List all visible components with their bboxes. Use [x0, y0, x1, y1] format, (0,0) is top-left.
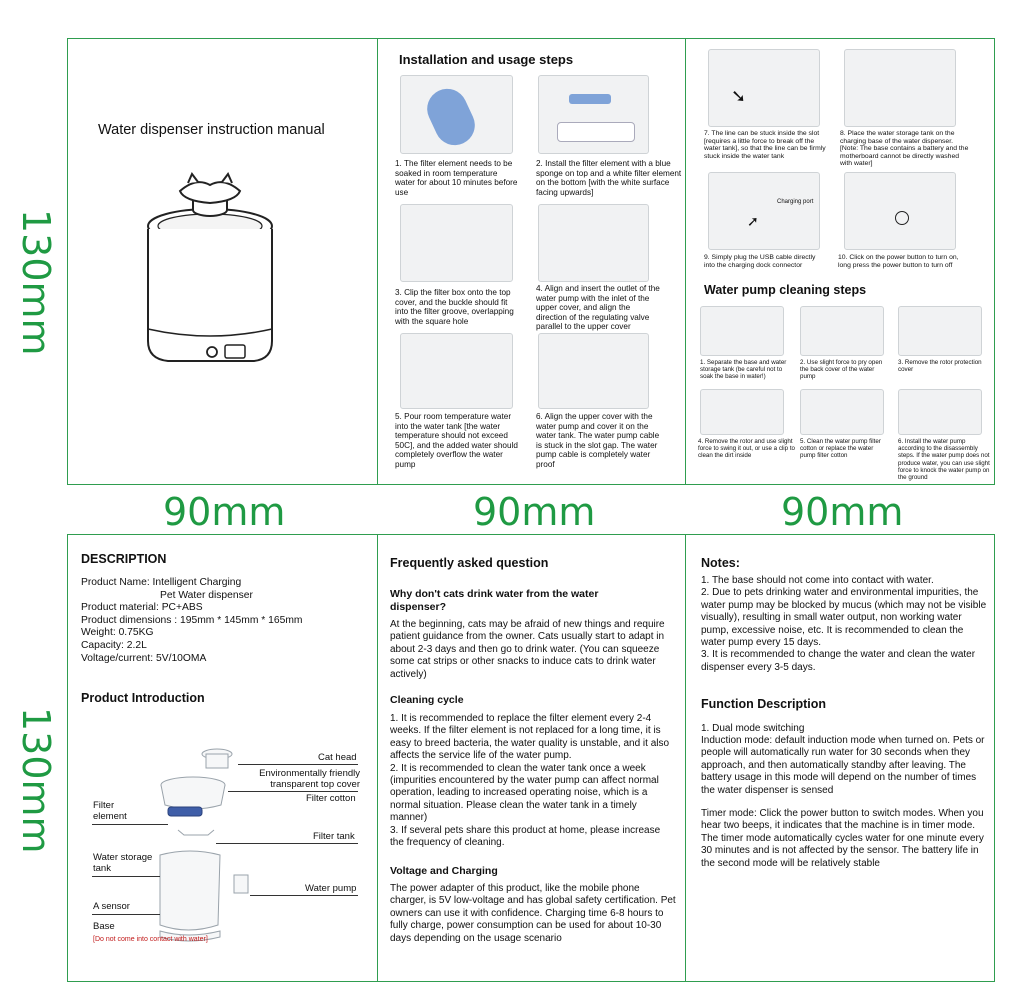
install-step-4: 4. Align and insert the outlet of the water pump with the inlet of the upper cover, and align the direction of the regulating valve parallel to the upper cover: [536, 284, 660, 332]
arrow-icon: ➚: [747, 213, 759, 229]
step1-photo: [400, 75, 513, 154]
function-head: 1. Dual mode switching: [701, 723, 805, 734]
install-more-panel: [685, 38, 995, 485]
leader-water-pump: [250, 895, 358, 896]
pump-step-3: 3. Remove the rotor protection cover: [898, 359, 982, 374]
pump-cleaning-title: Water pump cleaning steps: [704, 283, 867, 297]
induction-mode-text: Induction mode: default induction mode when turned on. Pets or people will automatically run water for 30 seconds when they approach, and then automatically standby after leaving. The battery usage in this mode will depend on the number of times the water dispenser is sensed: [701, 735, 985, 796]
note-item-2: 2. Due to pets drinking water and environmental impurities, the water pump may be blocked by mucus (which may not be visible visually), resulting in small water output, non working water pump, excessive noise, etc. It is recommended to clean the water pump every 15 days.: [701, 587, 987, 649]
arrow-icon: ➘: [731, 86, 747, 106]
width-dimension-2: 90mm: [473, 490, 596, 534]
cleaning-item-1: 1. It is recommended to replace the filter element every 2-4 weeks. If the filter element is not replaced for a long time, it is easy to breed bacteria, the water quality is unstable, and it also affects the service life of the water pump.: [390, 713, 670, 762]
step9-photo: [708, 172, 820, 250]
leader-filter-element: [92, 824, 168, 825]
step10-photo: [844, 172, 956, 250]
notes-panel: [685, 534, 995, 982]
power-button-circle: [895, 211, 909, 225]
description-title: DESCRIPTION: [81, 552, 167, 566]
step8-photo: [844, 49, 956, 127]
install-step-7: 7. The line can be stuck inside the slot [requires a little force to break off the water tank], so that the line can be firmly stuck inside the water tank: [704, 130, 826, 160]
cleaning-item-2: 2. It is recommended to clean the water tank once a week (impurities encountered by the water pump can affect normal operation, leading to increased operating noise, which is a normal situation. Please clean the water tank in a timely manner): [390, 762, 659, 824]
height-dimension-top: 130mm: [14, 209, 58, 356]
note-item-3: 3. It is recommended to change the water and clean the water dispenser every 3-5 days.: [701, 649, 976, 673]
step7-photo: [708, 49, 820, 127]
pump-step3-photo: [898, 306, 982, 356]
desc-voltage: Voltage/current: 5V/10OMA: [81, 652, 207, 664]
install-step-6: 6. Align the upper cover with the water pump and cover it on the water tank. The water pump cable is stuck in the slot gap. The water pump cable is completely water proof: [536, 412, 660, 469]
leader-filter-tank: [216, 843, 358, 844]
part-base: Base: [93, 921, 115, 932]
desc-weight: Weight: 0.75KG: [81, 627, 154, 639]
install-step-1: 1. The filter element needs to be soaked in room temperature water for about 10 minutes before use: [395, 159, 518, 197]
pump-step-6: 6. Install the water pump according to the disassembly steps. If the water pump does not produce water, you can use slight force to knock the water pump on the ground: [898, 438, 990, 482]
install-step-8: 8. Place the water storage tank on the charging base of the water dispenser. [Note: The base contains a battery and the motherboard cannot be directly washed with water]: [840, 130, 969, 168]
pump-step-2: 2. Use slight force to pry open the back cover of the water pump: [800, 359, 883, 381]
part-top-cover: Environmentally friendly transparent top cover: [259, 768, 360, 790]
installation-title: Installation and usage steps: [399, 52, 574, 67]
install-step-2: 2. Install the filter element with a blue sponge on top and a white filter element on the bottom [with the white surface facing upwards]: [536, 159, 682, 197]
cover-panel: [67, 38, 378, 485]
part-filter-element: Filter element: [93, 800, 127, 822]
desc-material: Product material: PC+ABS: [81, 602, 203, 614]
pump-step-5: 5. Clean the water pump filter cotton or replace the water pump filter cotton: [800, 438, 881, 460]
faq-question-1: Why don't cats drink water from the water dispenser?: [390, 588, 599, 613]
leader-cat-head: [238, 764, 358, 765]
notes-list: [701, 575, 989, 674]
pump-step2-photo: [800, 306, 884, 356]
pump-step5-photo: [800, 389, 884, 435]
leader-water-tank: [92, 876, 160, 877]
filter-strip: [569, 94, 611, 104]
cleaning-item-3: 3. If several pets share this product at home, please increase the frequency of cleaning.: [390, 824, 661, 849]
function-title: Function Description: [701, 697, 826, 711]
leader-top-cover: [228, 791, 358, 792]
faq-answer-1: At the beginning, cats may be afraid of new things and require patient guidance from the owner. Cats usually start to adapt in about 2-3 days and then go to drink water. (You can squeeze some cat strips or other snacks to induce cats to drink water actively): [390, 619, 665, 680]
faq-title: Frequently asked question: [390, 556, 549, 570]
pump-step-1: 1. Separate the base and water storage tank (be careful not to soak the base in water!): [700, 359, 787, 381]
notes-title: Notes:: [701, 556, 740, 570]
pump-step-4: 4. Remove the rotor and use slight force to swing it out, or use a clip to clean the dirt inside: [698, 438, 795, 460]
height-dimension-bottom: 130mm: [14, 707, 58, 854]
install-step-10: 10. Click on the power button to turn on, long press the power button to turn off: [838, 254, 959, 269]
part-water-tank: Water storage tank: [93, 852, 153, 874]
dispenser-illustration: [68, 39, 378, 485]
filter-box: [557, 122, 635, 142]
step3-photo: [400, 204, 513, 282]
install-step-3: 3. Clip the filter box onto the top cover, and the buckle should fit into the filter groove, overlapping with the square hole: [395, 288, 514, 326]
pump-step4-photo: [700, 389, 784, 435]
voltage-text: The power adapter of this product, like the mobile phone charger, is 5V low-voltage and has global safety certification. Pet owners can use it with confidence. Charging time 6-8 hours to fully charge, power consumption can be used for about 10-30 days depending on the usage scenario: [390, 883, 676, 944]
step6-photo: [538, 333, 649, 409]
cover-title: Water dispenser instruction manual: [98, 122, 325, 138]
desc-capacity: Capacity: 2.2L: [81, 639, 147, 651]
installation-panel: [377, 38, 686, 485]
pump-step1-photo: [700, 306, 784, 356]
charging-port-label: Charging port: [777, 199, 814, 205]
part-a-sensor: A sensor: [93, 901, 130, 912]
part-water-pump: Water pump: [305, 883, 357, 894]
width-dimension-3: 90mm: [781, 490, 904, 534]
timer-mode-text: Timer mode: Click the power button to switch modes. When you hear two beeps, it indicates that the machine is in timer mode. The timer mode automatically cycles water for one minute every 30 minutes and is not affected by the sensor. The battery life in the second mode will be relatively stable: [701, 808, 984, 869]
desc-product-name-cont: Pet Water dispenser: [160, 589, 253, 601]
part-cat-head: Cat head: [318, 752, 357, 763]
note-item-1: 1. The base should not come into contact with water.: [701, 575, 934, 586]
step5-photo: [400, 333, 513, 409]
faq-panel: [377, 534, 686, 982]
cleaning-cycle-title: Cleaning cycle: [390, 694, 464, 706]
product-intro-title: Product Introduction: [81, 691, 205, 705]
step2-photo: [538, 75, 649, 154]
voltage-title: Voltage and Charging: [390, 865, 498, 877]
filter-sponge: [421, 82, 482, 151]
desc-dimensions: Product dimensions : 195mm * 145mm * 165mm: [81, 614, 303, 626]
install-step-9: 9. Simply plug the USB cable directly into the charging dock connector: [704, 254, 816, 269]
leader-a-sensor: [92, 914, 160, 915]
desc-product-name: Product Name: Intelligent Charging: [81, 577, 242, 588]
part-filter-tank: Filter tank: [313, 831, 355, 842]
base-warning-note: [Do not come into contact with water]: [93, 936, 208, 943]
part-filter-cotton: Filter cotton: [306, 793, 356, 804]
step4-photo: [538, 204, 649, 282]
pump-step6-photo: [898, 389, 982, 435]
width-dimension-1: 90mm: [163, 490, 286, 534]
cleaning-cycle-list: [390, 713, 676, 849]
description-panel: [67, 534, 378, 982]
install-step-5: 5. Pour room temperature water into the water tank [the water temperature should not exceed 50C], and the added water should completely overflow the water pump: [395, 412, 518, 469]
